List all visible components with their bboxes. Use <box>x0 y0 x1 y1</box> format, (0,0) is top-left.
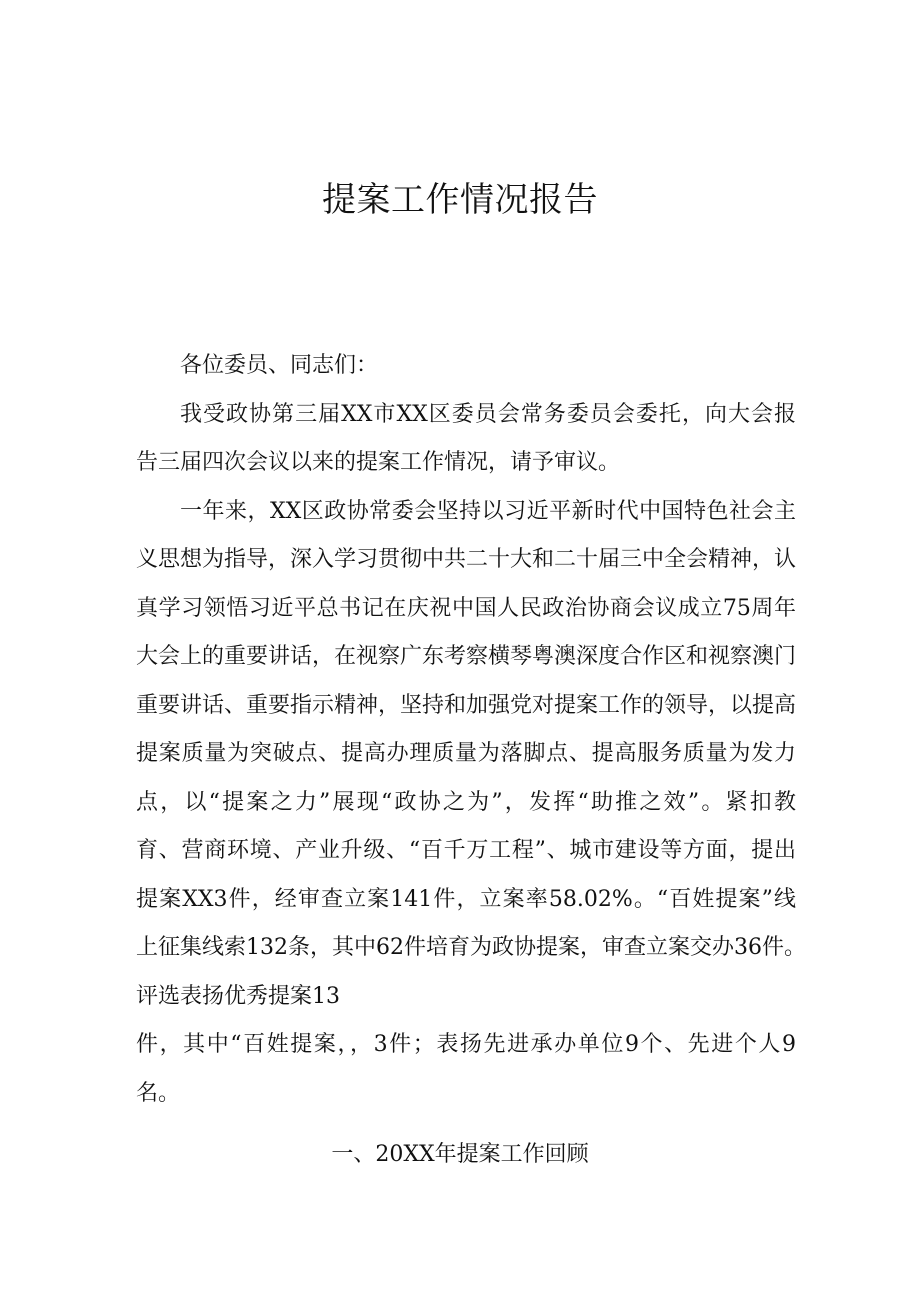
paragraph-line: 件，其中“百姓提案，，3件；表扬先进承办单位9个、先进个人9 <box>136 1032 796 1057</box>
document-title: 提案工作情况报告 <box>322 180 598 220</box>
paragraph-line: 大会上的重要讲话，在视察广东考察横琴粤澳深度合作区和视察澳门 <box>136 644 797 669</box>
salutation: 各位委员、同志们： <box>180 353 379 378</box>
paragraph-line: 我受政协第三届XX市XX区委员会常务委员会委托，向大会报 <box>180 401 796 427</box>
paragraph-line: 上征集线索132条，其中62件培育为政协提案，审查立案交办36件。 <box>136 935 806 960</box>
paragraph-line: 点，以“提案之力”展现“政协之为”，发挥“助推之效”。紧扣教 <box>136 789 796 815</box>
paragraph-line: 真学习领悟习近平总书记在庆祝中国人民政治协商会议成立75周年 <box>136 595 796 621</box>
paragraph-line: 义思想为指导，深入学习贯彻中共二十大和二十届三中全会精神，认 <box>136 547 797 572</box>
paragraph-line: 育、营商环境、产业升级、“百千万工程”、城市建设等方面，提出 <box>136 838 796 863</box>
paragraph-line: 提案XX3件，经审查立案141件，立案率58.02%。“百姓提案”线 <box>136 886 796 912</box>
paragraph-line: 名。 <box>136 1080 181 1106</box>
paragraph-line: 提案质量为突破点、提高办理质量为落脚点、提高服务质量为发力 <box>136 741 796 766</box>
paragraph-line: 告三届四次会议以来的提案工作情况，请予审议。 <box>136 450 621 475</box>
section-heading: 一、20XX年提案工作回顾 <box>331 1142 589 1167</box>
paragraph-line: 重要讲话、重要指示精神，坚持和加强党对提案工作的领导，以提高 <box>136 692 797 718</box>
paragraph-line: 评选表扬优秀提案13 <box>136 983 340 1009</box>
paragraph-line: 一年来，XX区政协常委会坚持以习近平新时代中国特色社会主 <box>180 498 796 524</box>
document-body <box>136 342 806 1118</box>
